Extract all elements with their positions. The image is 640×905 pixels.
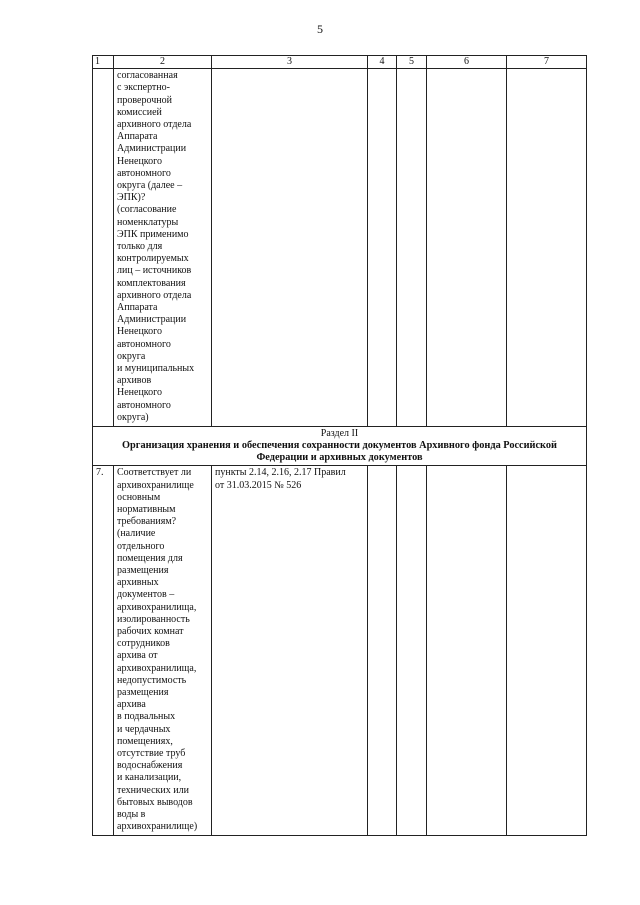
row-number <box>93 69 114 427</box>
notes-cell <box>507 69 587 427</box>
header-col-1: 1 <box>93 56 114 69</box>
header-col-4: 4 <box>368 56 397 69</box>
page-number: 5 <box>317 22 323 36</box>
answer-yes-cell <box>368 466 397 835</box>
answer-yes-cell <box>368 69 397 427</box>
row-number: 7. <box>93 466 114 835</box>
header-col-2: 2 <box>114 56 212 69</box>
section-row <box>93 427 587 466</box>
header-col-5: 5 <box>397 56 427 69</box>
not-applicable-cell <box>427 69 507 427</box>
header-col-3: 3 <box>212 56 368 69</box>
header-col-6: 6 <box>427 56 507 69</box>
notes-cell <box>507 466 587 835</box>
header-col-7: 7 <box>507 56 587 69</box>
question-cell: согласованная с экспертно- проверочной комиссией архивного отдела Аппарата Администрации Ненецкого автономного округа (далее – ЭПК)? (согласование номенклатуры ЭПК применимо только для контролируемых лиц – источников комплектования архивного отдела Аппарата Администрации Ненецкого автономного округа и муниципальных архивов Ненецкого автономного округа) <box>114 69 212 427</box>
section-heading: Организация хранения и обеспечения сохранности документов Архивного фонда Российской Федерации и архивных документов <box>122 440 557 464</box>
section-cell <box>93 427 587 466</box>
checklist-table <box>92 55 587 836</box>
section-title: Раздел II <box>320 428 359 440</box>
reference-cell <box>212 69 368 427</box>
reference-cell: пункты 2.14, 2.16, 2.17 Правил от 31.03.2015 № 526 <box>212 466 368 835</box>
answer-no-cell <box>397 69 427 427</box>
table-row <box>93 466 587 835</box>
header-row <box>93 56 587 69</box>
not-applicable-cell <box>427 466 507 835</box>
question-cell: Соответствует ли архивохранилище основным нормативным требованиям? (наличие отдельного помещения для размещения архивных документов – архивохранилища, изолированность рабочих комнат сотрудников архива от архивохранилища, недопустимость размещения архива в подвальных и чердачных помещениях, отсутствие труб водоснабжения и канализации, технических или бытовых выводов воды в архивохранилище) <box>114 466 212 835</box>
answer-no-cell <box>397 466 427 835</box>
table-row <box>93 69 587 427</box>
